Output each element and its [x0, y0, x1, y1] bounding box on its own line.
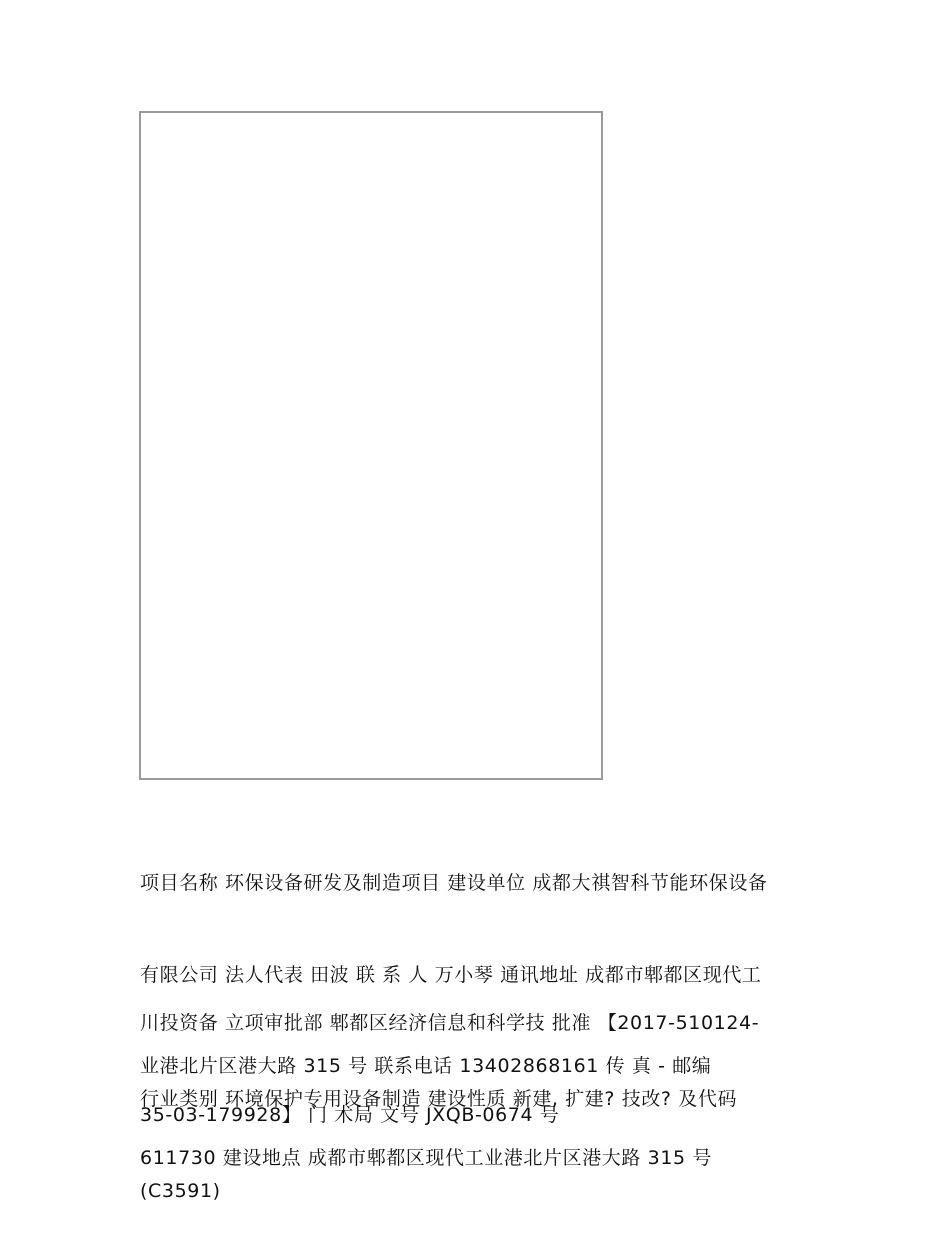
- text-line: 项目名称 环保设备研发及制造项目 建设单位 成都大祺智科节能环保设备: [140, 872, 768, 894]
- text-line: 有限公司 法人代表 田波 联 系 人 万小琴 通讯地址 成都市郫都区现代工: [140, 963, 762, 986]
- text-line: 611730 建设地点 成都市郫都区现代工业港北片区港大路 315 号: [140, 1146, 712, 1169]
- text-line: (C3591): [140, 1179, 221, 1202]
- text-line: 35-03-179928】 门 术局 文号 JXQB-0674 号: [140, 1103, 560, 1126]
- text-line: 川投资备 立项审批部 郫都区经济信息和科学技 批准 【2017-510124-: [140, 1012, 760, 1034]
- industry-info-paragraph: [140, 1023, 820, 1237]
- text-line: 行业类别 环境保护专用设备制造 建设性质 新建, 扩建? 技改? 及代码: [140, 1088, 738, 1110]
- text-line: 业港北片区港大路 315 号 联系电话 13402868161 传 真 - 邮编: [140, 1055, 712, 1077]
- image-placeholder: [139, 111, 603, 780]
